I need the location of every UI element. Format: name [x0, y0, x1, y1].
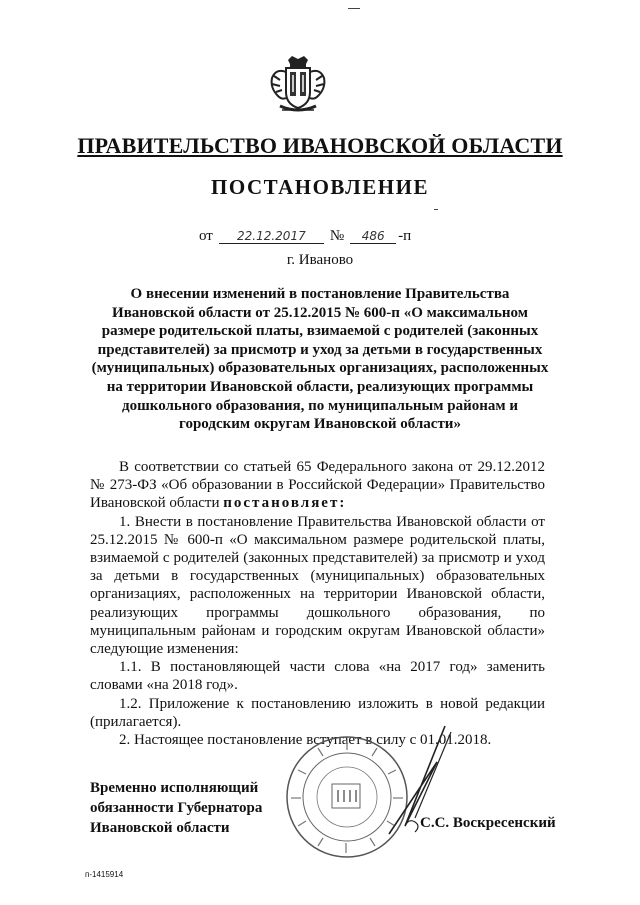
government-title: ПРАВИТЕЛЬСТВО ИВАНОВСКОЙ ОБЛАСТИ	[77, 133, 563, 158]
signer-name: С.С. Воскресенский	[420, 815, 556, 831]
resolves-keyword: постановляет:	[223, 495, 347, 512]
signer-title-line: обязанности Губернатора	[90, 800, 263, 816]
item-1: 1. Внести в постановление Правительства Ивановской области от 25.12.2015 № 600-п «О максимальном размере родительской платы, взимаемой с родителей (законных представителей) за присмотр и уход за детьми в государственных (муниципальных) образовательных организациях, расположенных на территории Ивановской области, реализующих программы дошкольного образования, по муниципальным районам и городским округам Ивановской области» следующие изменения:	[90, 513, 545, 658]
document-subject: О внесении изменений в постановление Правительства Ивановской области от 25.12.2015 № 600-п «О максимальном размере родительской платы, взимаемой с родителей (законных представителей) за присмотр и уход за детьми в государственных (муниципальных) образовательных организациях, расположенных на территории Ивановской области, реализующих программы дошкольного образования, по муниципальным районам и городским округам Ивановской области»	[91, 286, 549, 433]
coat-of-arms-icon	[266, 54, 330, 118]
item-1-2: 1.2. Приложение к постановлению изложить в новой редакции (прилагается).	[90, 695, 545, 730]
document-number: 486	[350, 229, 396, 244]
document-body	[90, 458, 545, 749]
intro-paragraph	[90, 458, 545, 513]
scan-mark	[434, 209, 438, 210]
document-code: п-1415914	[85, 870, 124, 879]
document-date: 22.12.2017	[219, 229, 324, 244]
scan-mark	[348, 8, 360, 9]
signer-title-line: Временно исполняющий	[90, 780, 259, 796]
signer-title	[90, 778, 262, 838]
intro-text: В соответствии со статьей 65 Федерального закона от 29.12.2012 № 273-ФЗ «Об образовании в Российской Федерации» Правительство Ивановской области	[90, 459, 545, 512]
city-name: г. Иваново	[286, 252, 354, 268]
item-1-1: 1.1. В постановляющей части слова «на 2017 год» заменить словами «на 2018 год».	[90, 659, 545, 694]
number-suffix: -п	[398, 228, 412, 244]
date-number-line	[199, 228, 411, 245]
number-label: №	[329, 228, 345, 244]
signer-title-line: Ивановской области	[90, 820, 230, 836]
document-type-title: ПОСТАНОВЛЕНИЕ	[211, 175, 429, 199]
item-2: 2. Настоящее постановление вступает в силу с 01.01.2018.	[119, 732, 492, 749]
date-from-label: от	[199, 228, 213, 244]
